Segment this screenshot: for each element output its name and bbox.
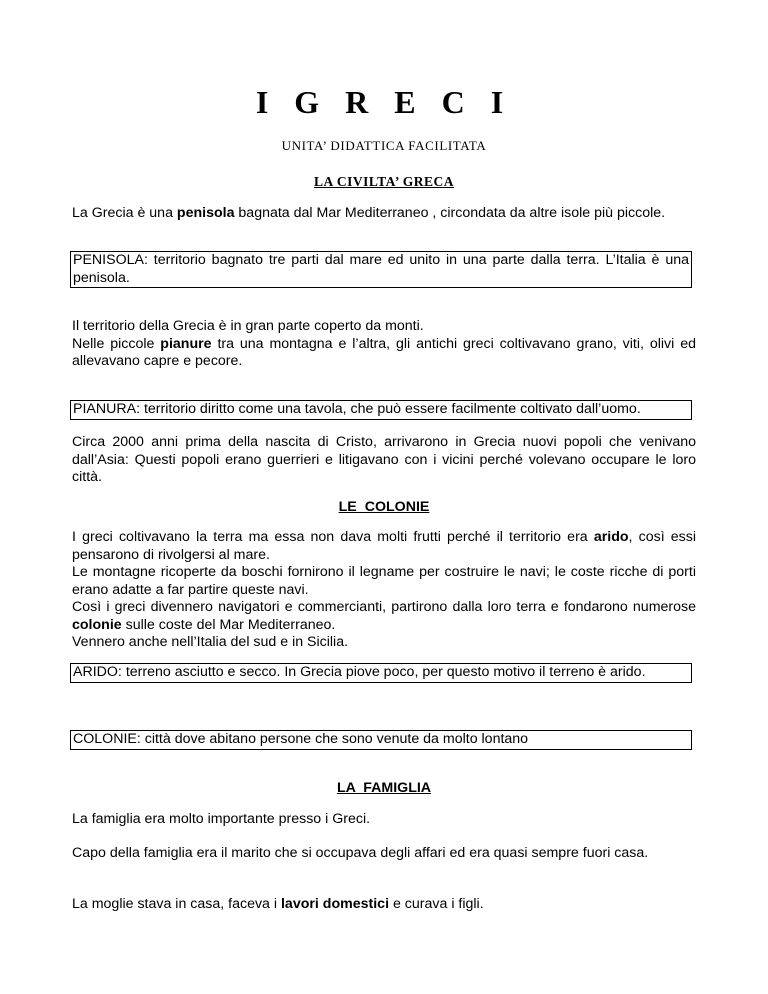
paragraph-territorio: Il territorio della Grecia è in gran parte coperto da monti. Nelle piccole pianure tra una montagna e l’altra, gli antichi greci coltivavano grano, viti, olivi ed allevavano capre e pecore.: [72, 318, 696, 369]
keyword-pianure: pianure: [160, 335, 212, 352]
definition-box-arido: ARIDO: terreno asciutto e secco. In Grecia piove poco, per questo motivo il terreno è arido.: [70, 663, 692, 683]
keyword-arido: arido: [593, 529, 629, 545]
paragraph-capo-famiglia: Capo della famiglia era il marito che si occupava degli affari ed era quasi sempre fuori casa.: [72, 845, 649, 861]
heading-famiglia: LA FAMIGLIA: [336, 780, 432, 796]
definition-box-penisola: PENISOLA: territorio bagnato tre parti dal mare ed unito in una parte dalla terra. L’Italia è una penisola.: [70, 251, 692, 288]
definition-box-colonie: COLONIE: città dove abitano persone che sono venute da molto lontano: [70, 730, 692, 750]
heading-civilta-greca: LA CIVILTA’ GRECA: [313, 174, 455, 189]
paragraph-moglie: La moglie stava in casa, faceva i lavori domestici e curava i figli.: [72, 896, 484, 912]
document-title: I G R E C I: [255, 84, 513, 120]
heading-colonie: LE COLONIE: [338, 499, 430, 515]
keyword-colonie: colonie: [72, 616, 122, 633]
paragraph-nuovi-popoli: Circa 2000 anni prima della nascita di Cristo, arrivarono in Grecia nuovi popoli che venivano dall’Asia: Questi popoli erano guerrieri e litigavano con i vicini perché volevano occupare le loro città.: [72, 434, 696, 485]
keyword-penisola: penisola: [176, 205, 235, 221]
document-subtitle: UNITA’ DIDATTICA FACILITATA: [281, 138, 487, 153]
paragraph-colonie: I greci coltivavano la terra ma essa non dava molti frutti perché il territorio era arido, così essi pensarono di rivolgersi al mare. Le montagne ricoperte da boschi fornirono il legname per costruire le navi; le coste ricche di porti erano adatte a far partire queste navi. Così i greci divennero navigatori e commercianti, partirono dalla loro terra e fondarono numerose colonie sulle coste del Mar Mediterraneo. Vennero anche nell’Italia del sud e in Sicilia.: [72, 529, 696, 650]
keyword-lavori-domestici: lavori domestici: [280, 896, 390, 912]
paragraph-famiglia-importante: La famiglia era molto importante presso i Greci.: [72, 811, 371, 827]
paragraph-grecia-penisola: La Grecia è una penisola bagnata dal Mar Mediterraneo , circondata da altre isole più piccole.: [72, 205, 666, 221]
definition-box-pianura: PIANURA: territorio diritto come una tavola, che può essere facilmente coltivato dall’uomo.: [70, 400, 692, 420]
